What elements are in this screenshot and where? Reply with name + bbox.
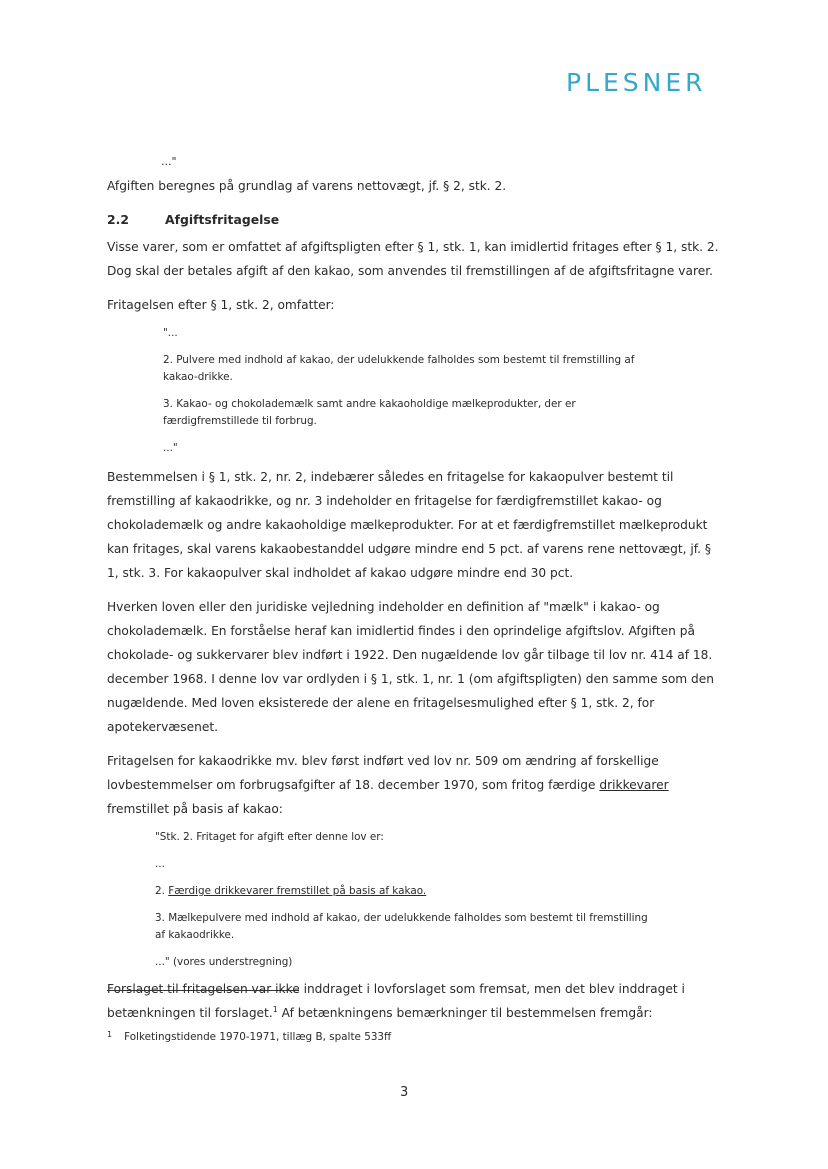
quote-line: ..."	[163, 442, 178, 454]
quote-line: 3. Mælkepulvere med indhold af kakao, der udelukkende falholdes som bestemt til fremstilling af kakaodrikke.	[155, 912, 648, 941]
quote-line: "...	[163, 327, 178, 339]
quote-line: "Stk. 2. Fritaget for afgift efter denne lov er:	[155, 831, 384, 843]
footnote-reference: 1	[272, 1005, 278, 1014]
paragraph-4: Bestemmelsen i § 1, stk. 2, nr. 2, indebærer således en fritagelse for kakaopulver bestemt til fremstilling af kakaodrikke, og nr. 3 indeholder en fritagelse for færdigfremstillet kakao- og chokolademælk og andre kakaoholdige mælkeprodukter. For at et færdigfremstillet mælkeprodukt kan fritages, skal varens kakaobestanddel udgøre mindre end 5 pct. af varens rene nettovægt, jf. § 1, stk. 3. For kakaopulver skal indholdet af kakao udgøre mindre end 30 pct.	[107, 470, 712, 580]
footnote	[107, 1031, 391, 1043]
page-number: 3	[400, 1085, 409, 1100]
quote-line: ...	[155, 858, 165, 870]
paragraph-6-start: Fritagelsen for kakaodrikke mv. blev først indført ved lov nr. 509 om ændring af forskellige lovbestemmelser om forbrugsafgifter af 18. december 1970, som fritog færdige	[107, 754, 659, 792]
section-heading	[107, 208, 721, 232]
footnote-number: 1	[107, 1030, 113, 1039]
paragraph-6-end: fremstillet på basis af kakao:	[107, 802, 283, 816]
paragraph-6	[107, 749, 721, 821]
quote-line: ..." (vores understregning)	[155, 956, 293, 968]
plesner-logo: PLESNER	[566, 68, 707, 97]
underlined-term: drikkevarer	[599, 778, 669, 792]
paragraph-5: Hverken loven eller den juridiske vejledning indeholder en definition af "mælk" i kakao- og chokolademælk. En forståelse heraf kan imidlertid findes i den oprindelige afgiftslov. Afgiften på chokolade- og sukkervarer blev indført i 1922. Den nugældende lov går tilbage til lov nr. 414 af 18. december 1968. I denne lov var ordlyden i § 1, stk. 1, nr. 1 (om afgiftspligten) den samme som den nugældende. Med loven eksisterede der alene en fritagelsesmulighed efter § 1, stk. 2, for apotekervæsenet.	[107, 600, 714, 734]
page-body	[107, 150, 721, 1035]
paragraph-1: Afgiften beregnes på grundlag af varens nettovægt, jf. § 2, stk. 2.	[107, 179, 507, 193]
quote-item-number: 2.	[155, 885, 169, 897]
section-number: 2.2	[107, 212, 129, 227]
paragraph-2: Visse varer, som er omfattet af afgiftspligten efter § 1, stk. 1, kan imidlertid fritages efter § 1, stk. 2. Dog skal der betales afgift af den kakao, som anvendes til fremstillingen af de afgiftsfritagne varer.	[107, 240, 719, 278]
quote-line: 3. Kakao- og chokolademælk samt andre kakaoholdige mælkeprodukter, der er færdigfremstillede til forbrug.	[163, 398, 576, 427]
quote-line	[155, 883, 655, 900]
quote-line: 2. Pulvere med indhold af kakao, der udelukkende falholdes som bestemt til fremstilling af kakao-drikke.	[163, 354, 635, 383]
quote-block-2	[107, 829, 655, 971]
paragraph-3: Fritagelsen efter § 1, stk. 2, omfatter:	[107, 298, 335, 312]
section-title: Afgiftsfritagelse	[165, 212, 280, 227]
footnote-text: Folketingstidende 1970-1971, tillæg B, spalte 533ff	[124, 1031, 392, 1043]
paragraph-7-start: Forslaget til fritagelsen var ikke inddraget i lovforslaget som fremsat, men det blev inddraget i betænkningen til forslaget.	[107, 982, 685, 1020]
footnote-separator	[107, 990, 299, 991]
paragraph-7	[107, 977, 721, 1025]
underlined-quote: Færdige drikkevarer fremstillet på basis af kakao.	[168, 885, 427, 897]
continuation-mark: ..."	[161, 155, 177, 168]
quote-block-1	[107, 325, 663, 457]
paragraph-7-end: Af betænkningens bemærkninger til bestemmelsen fremgår:	[277, 1006, 653, 1020]
